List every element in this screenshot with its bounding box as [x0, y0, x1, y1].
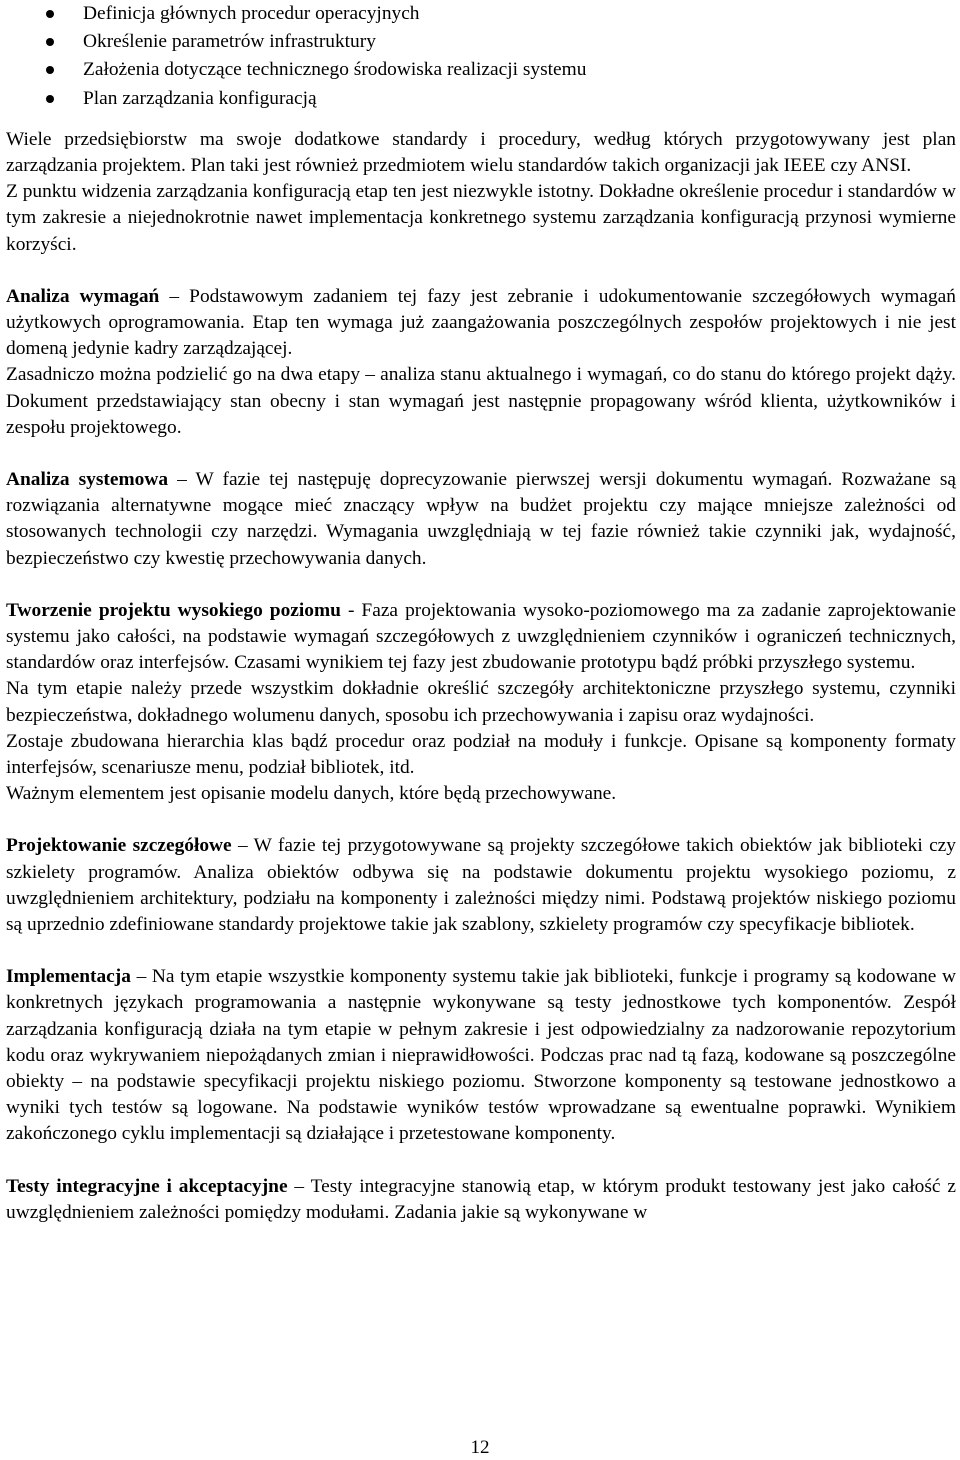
paragraph: Testy integracyjne i akceptacyjne – Testy integracyjne stanowią etap, w którym produkt testowany jest jako całość z uwzględnieniem zależności pomiędzy modułami. Zadania jakie są wykonywane w [6, 1175, 956, 1223]
section-heading: Analiza systemowa [6, 468, 169, 490]
paragraph: Projektowanie szczegółowe – W fazie tej przygotowywane są projekty szczegółowe takich obiektów jak biblioteki czy szkielety programów. Analiza obiektów odbywa się na podstawie dokumentu projektu wysokiego poziomu, z uwzględnieniem architektury, podziału na komponenty i zależności między nimi. Podstawą projektów niskiego poziomu są uprzednio zdefiniowane standardy projektowe takie jak szablony, szkielety programów czy specyfikacje bibliotek. [6, 835, 956, 936]
section-heading: Testy integracyjne i akceptacyjne [6, 1175, 288, 1197]
section-heading: Analiza wymagań [6, 285, 160, 307]
paragraph: Tworzenie projektu wysokiego poziomu - Faza projektowania wysoko-poziomowego ma za zadanie zaprojektowanie systemu jako całości, na podstawie wymagań szczegółowych z uwzględnieniem czynników i ograniczeń technicznych, standardów oraz interfejsów. Czasami wynikiem tej fazy jest zbudowanie prototypu bądź próbki przyszłego systemu. [6, 599, 956, 674]
bullet-item: Definicja głównych procedur operacyjnych [6, 0, 956, 28]
bullet-icon [46, 10, 54, 18]
paragraph: Na tym etapie należy przede wszystkim dokładnie określić szczegóły architektoniczne przyszłego systemu, czynniki bezpieczeństwa, dokładnego wolumenu danych, sposobu ich przechowywania i zapisu oraz wydajności. [6, 678, 956, 726]
section-projektowanie-szczegolowe [6, 833, 956, 938]
page-number: 12 [470, 1437, 490, 1458]
bullet-icon [46, 66, 54, 74]
section-heading: Projektowanie szczegółowe [6, 835, 232, 857]
bullet-icon [46, 38, 54, 46]
paragraph: Zasadniczo można podzielić go na dwa etapy – analiza stanu aktualnego i wymagań, co do stanu do którego projekt dąży. Dokument przedstawiający stan obecny i stan wymagań jest następnie propagowany wśród klienta, użytkowników i zespołu projektowego. [6, 364, 956, 438]
section-heading: Tworzenie projektu wysokiego poziomu [6, 599, 341, 621]
paragraph: Implementacja – Na tym etapie wszystkie komponenty systemu takie jak biblioteki, funkcje i programy są kodowane w konkretnych językach programowania a następnie wykonywane są testy jednostkowe tych komponentów. Zespół zarządzania konfiguracją działa na tym etapie w pełnym zakresie i jest odpowiedzialny za nadzorowanie repozytorium kodu oraz wykrywaniem niepożądanych zmian i nieprawidłowości. Podczas prac nad tą fazą, kodowane są poszczególne obiekty – na podstawie specyfikacji projektu niskiego poziomu. Stworzone komponenty są testowane jednostkowo a wyniki tych testów są logowane. Na podstawie wyników testów wprowadzane są ewentualne poprawki. Wynikiem zakończonego cyklu implementacji są działające i przetestowane komponenty. [6, 966, 956, 1145]
paragraph: Analiza systemowa – W fazie tej następuję doprecyzowanie pierwszej wersji dokumentu wymagań. Rozważane są rozwiązania alternatywne mogące mieć znaczący wpływ na budżet projektu czy mające mniejsze zależności od stosowanych technologii czy narzędzi. Wymagania uwzględniają w tej fazie również takie czynniki jak, wydajność, bezpieczeństwo czy kwestię przechowywania danych. [6, 468, 956, 569]
paragraph: Ważnym elementem jest opisanie modelu danych, które będą przechowywane. [6, 783, 617, 805]
intro-section [6, 127, 956, 258]
section-analiza-wymagan [6, 284, 956, 441]
document-page [6, 0, 956, 1226]
bullet-item: Określenie parametrów infrastruktury [6, 28, 956, 56]
paragraph: Analiza wymagań – Podstawowym zadaniem tej fazy jest zebranie i udokumentowanie szczegółowych wymagań użytkowych oprogramowania. Etap ten wymaga już zaangażowania poszczególnych zespołów projektowych i nie jest domeną jedynie kadry zarządzającej. [6, 285, 956, 360]
paragraph: Zostaje zbudowana hierarchia klas bądź procedur oraz podział na moduły i funkcje. Opisane są komponenty formaty interfejsów, scenariusze menu, podział bibliotek, itd. [6, 730, 956, 779]
section-analiza-systemowa [6, 467, 956, 572]
section-projekt-wysokiego-poziomu [6, 598, 956, 808]
bullet-item: Założenia dotyczące technicznego środowiska realizacji systemu [6, 56, 956, 84]
bullet-list [6, 0, 956, 113]
paragraph: Wiele przedsiębiorstw ma swoje dodatkowe standardy i procedury, według których przygotowywany jest plan zarządzania projektem. Plan taki jest również przedmiotem wielu standardów takich organizacji jak IEEE czy ANSI. [6, 128, 956, 176]
section-heading: Implementacja [6, 966, 131, 988]
section-implementacja [6, 964, 956, 1147]
section-testy-integracyjne [6, 1174, 956, 1226]
bullet-icon [46, 95, 54, 103]
paragraph: Z punktu widzenia zarządzania konfiguracją etap ten jest niezwykle istotny. Dokładne określenie procedur i standardów w tym zakresie a niejednokrotnie nawet implementacja konkretnego systemu zarządzania konfiguracją przynosi wymierne korzyści. [6, 181, 956, 255]
bullet-item: Plan zarządzania konfiguracją [6, 85, 956, 113]
